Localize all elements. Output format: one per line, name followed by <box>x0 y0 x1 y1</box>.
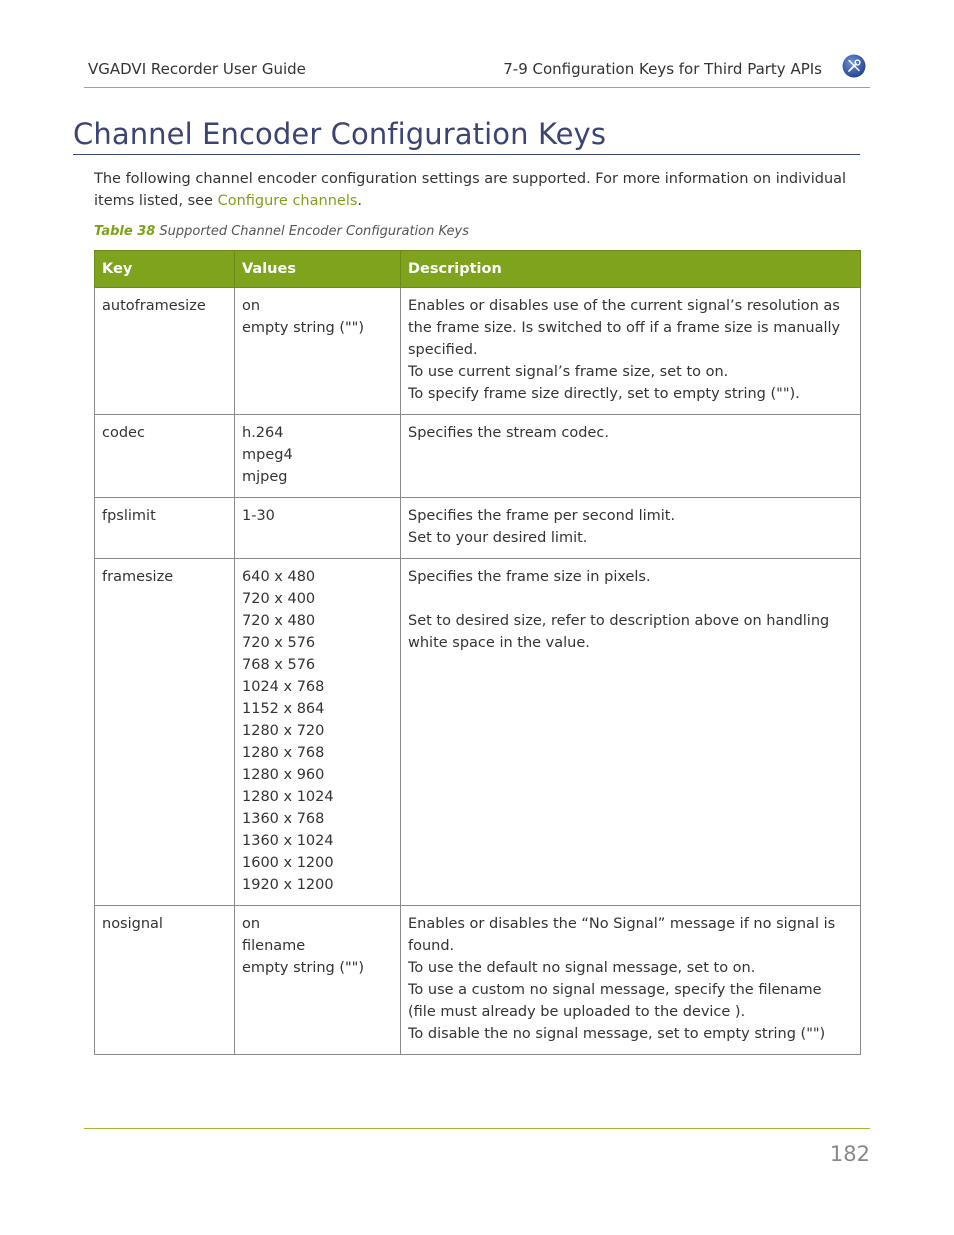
value-item: 768 x 576 <box>242 657 316 673</box>
key-cell: fpslimit <box>95 498 235 559</box>
table-row <box>95 559 861 906</box>
value-item: on <box>242 916 261 932</box>
header-key: Key <box>95 251 235 288</box>
description-line: To use current signal’s frame size, set to on. <box>408 364 729 380</box>
page-number: 182 <box>829 1142 870 1166</box>
description-line: Set to your desired limit. <box>408 530 588 546</box>
title-underline <box>73 154 860 155</box>
config-keys-table <box>94 250 861 1055</box>
value-item: 720 x 576 <box>242 635 316 651</box>
header-guide-title: VGADVI Recorder User Guide <box>88 60 306 78</box>
header-divider <box>84 87 870 88</box>
value-item: h.264 <box>242 425 284 441</box>
table-row <box>95 906 861 1055</box>
value-item: 1920 x 1200 <box>242 877 334 893</box>
description-cell <box>401 559 861 906</box>
value-item: 1152 x 864 <box>242 701 325 717</box>
value-item: mpeg4 <box>242 447 293 463</box>
table-caption-text: Supported Channel Encoder Configuration Keys <box>155 224 470 239</box>
value-item: 640 x 480 <box>242 569 316 585</box>
value-item: 1360 x 768 <box>242 811 325 827</box>
table-header-row <box>95 251 861 288</box>
value-item: filename <box>242 938 306 954</box>
description-cell <box>401 498 861 559</box>
key-cell: framesize <box>95 559 235 906</box>
values-cell <box>235 906 401 1055</box>
description-line: Set to desired size, refer to description above on handling white space in the value. <box>408 613 830 651</box>
key-cell: nosignal <box>95 906 235 1055</box>
description-line: Specifies the frame size in pixels. <box>408 569 651 585</box>
description-line: To specify frame size directly, set to empty string (""). <box>408 386 800 402</box>
table-row <box>95 288 861 415</box>
value-item: 1280 x 720 <box>242 723 325 739</box>
key-cell: codec <box>95 415 235 498</box>
value-item: empty string ("") <box>242 960 365 976</box>
header-values: Values <box>235 251 401 288</box>
table-caption <box>94 224 469 239</box>
configure-channels-link[interactable]: Configure channels <box>217 193 358 209</box>
value-item: 1-30 <box>242 508 275 524</box>
description-spacer <box>408 588 853 610</box>
tools-icon <box>842 54 866 78</box>
value-item: 1280 x 768 <box>242 745 325 761</box>
value-item: 1280 x 1024 <box>242 789 334 805</box>
value-item: 1600 x 1200 <box>242 855 334 871</box>
value-item: mjpeg <box>242 469 288 485</box>
key-cell: autoframesize <box>95 288 235 415</box>
description-cell <box>401 288 861 415</box>
value-item: 720 x 400 <box>242 591 316 607</box>
description-line: Specifies the frame per second limit. <box>408 508 676 524</box>
description-line: Enables or disables use of the current signal’s resolution as the frame size. Is switched to off if a frame size is manually specified. <box>408 298 841 358</box>
description-cell <box>401 906 861 1055</box>
values-cell <box>235 288 401 415</box>
value-item: empty string ("") <box>242 320 365 336</box>
intro-paragraph <box>94 168 864 212</box>
value-item: 1280 x 960 <box>242 767 325 783</box>
values-cell <box>235 559 401 906</box>
value-item: on <box>242 298 261 314</box>
table-row <box>95 415 861 498</box>
page-title: Channel Encoder Configuration Keys <box>73 117 607 151</box>
values-cell <box>235 498 401 559</box>
footer-divider <box>84 1128 870 1129</box>
value-item: 1024 x 768 <box>242 679 325 695</box>
description-cell <box>401 415 861 498</box>
intro-end: . <box>357 193 363 209</box>
description-line: To use the default no signal message, set to on. <box>408 960 756 976</box>
header-description: Description <box>401 251 861 288</box>
description-line: To disable the no signal message, set to empty string ("") <box>408 1026 826 1042</box>
table-row <box>95 498 861 559</box>
intro-text: The following channel encoder configuration settings are supported. For more information on individual items listed, see <box>94 171 847 209</box>
value-item: 720 x 480 <box>242 613 316 629</box>
table-number: Table 38 <box>94 224 156 239</box>
value-item: 1360 x 1024 <box>242 833 334 849</box>
description-line: Specifies the stream codec. <box>408 425 609 441</box>
description-line: Enables or disables the “No Signal” message if no signal is found. <box>408 916 836 954</box>
description-line: To use a custom no signal message, specify the filename (file must already be uploaded to the device ). <box>408 982 822 1020</box>
header-section-title: 7-9 Configuration Keys for Third Party APIs <box>503 60 822 78</box>
values-cell <box>235 415 401 498</box>
